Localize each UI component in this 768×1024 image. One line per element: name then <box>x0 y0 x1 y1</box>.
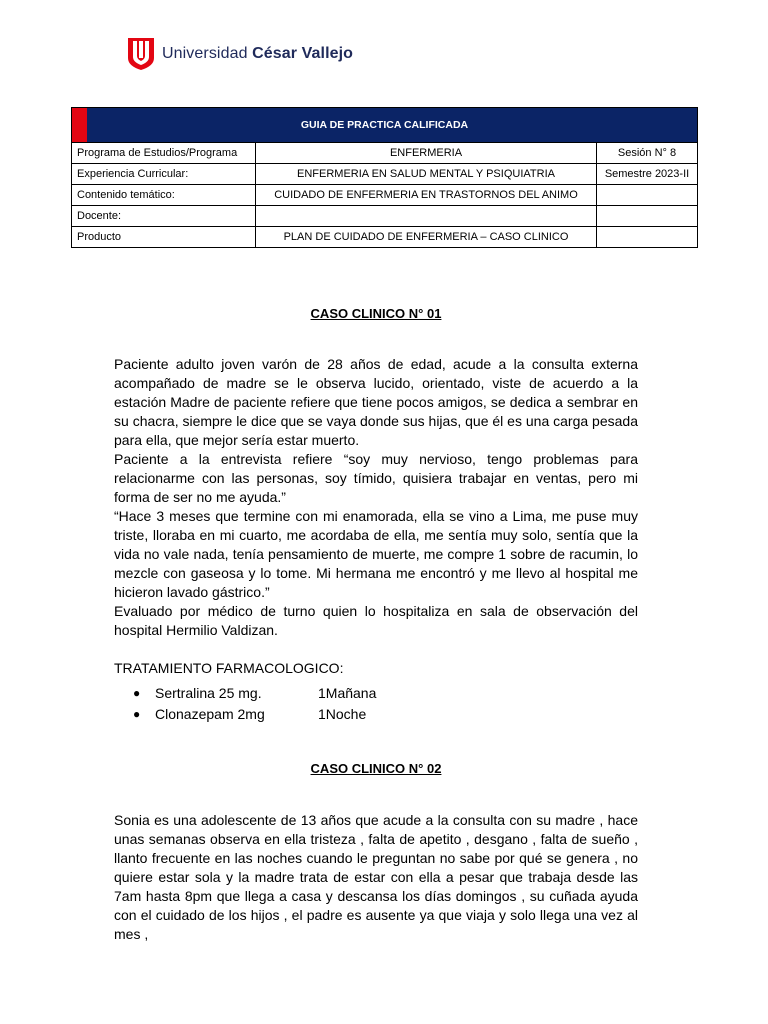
university-shield-icon <box>128 38 154 70</box>
table-title: GUIA DE PRACTICA CALIFICADA <box>72 108 698 143</box>
table-row <box>72 206 698 227</box>
row-extra <box>597 185 698 206</box>
university-logo <box>128 38 353 70</box>
document-body <box>114 304 638 944</box>
table-header-row <box>72 108 698 143</box>
case1-paragraph: “Hace 3 meses que termine con mi enamorada, ella se vino a Lima, me puse muy triste, lloraba en mi cuarto, me acordaba de ella, me sentía muy solo, sentía que la vida no vale nada, tenía pensamiento de muerte, me compre 1 sobre de racumin, lo mezcle con gaseosa y lo tome. Mi hermana me encontró y me llevo al hospital me hicieron lavado gástrico.” <box>114 508 638 600</box>
row-label: Producto <box>72 227 256 248</box>
row-value: ENFERMERIA <box>256 143 597 164</box>
case1-paragraph: Evaluado por médico de turno quien lo hospitaliza en sala de observación del hospital Hermilio Valdizan. <box>114 603 638 638</box>
red-accent-bar <box>72 108 87 142</box>
case1-paragraph: Paciente a la entrevista refiere “soy muy nervioso, tengo problemas para relacionarme con las personas, soy tímido, quisiera trabajar en ventas, pero mi forma de ser no me ayuda.” <box>114 451 638 505</box>
row-extra: Sesión N° 8 <box>597 143 698 164</box>
case1-title: CASO CLINICO N° 01 <box>310 306 442 321</box>
row-label: Docente: <box>72 206 256 227</box>
treatment-title: TRATAMIENTO FARMACOLOGICO: <box>114 660 344 676</box>
med-name: Clonazepam 2mg <box>155 706 265 722</box>
case1-paragraph: Paciente adulto joven varón de 28 años de edad, acude a la consulta externa acompañado de madre se le observa lucido, orientado, viste de acuerdo a la estación Madre de paciente refiere que tiene pocos amigos, se dedica a sembrar en su chacra, siempre le dice que se vaya donde sus hijas, que él es una carga pesada para ella, que mejor sería estar muerto. <box>114 356 638 448</box>
bullet-icon: ● <box>133 707 141 721</box>
university-name: Universidad César Vallejo <box>162 45 354 62</box>
list-item <box>114 704 638 725</box>
row-label: Programa de Estudios/Programa <box>72 143 256 164</box>
row-value: CUIDADO DE ENFERMERIA EN TRASTORNOS DEL ANIMO <box>256 185 597 206</box>
bullet-icon: ● <box>133 686 141 700</box>
row-extra <box>597 227 698 248</box>
row-label: Experiencia Curricular: <box>72 164 256 185</box>
table-row <box>72 164 698 185</box>
case2-paragraph: Sonia es una adolescente de 13 años que acude a la consulta con su madre , hace unas semanas observa en ella tristeza , falta de apetito , desgano , falta de sueño , llanto frecuente en las noches cuando le preguntan no sabe por qué se genera , no quiere estar sola y la madre trata de estar con ella a pesar que trabaja desde las 7am hasta 8pm que llega a casa y descansa los días domingos , su cuñada ayuda con el cuidado de los hijos , el padre es ausente ya que viaja y solo llega una vez al mes , <box>114 812 638 942</box>
med-name: Sertralina 25 mg. <box>155 685 262 701</box>
row-value <box>256 206 597 227</box>
course-info-table <box>71 107 698 248</box>
table-row <box>72 185 698 206</box>
case2-title: CASO CLINICO N° 02 <box>310 761 442 776</box>
row-label: Contenido temático: <box>72 185 256 206</box>
list-item <box>114 683 638 704</box>
row-value: ENFERMERIA EN SALUD MENTAL Y PSIQUIATRIA <box>256 164 597 185</box>
medication-list <box>114 683 638 725</box>
med-dose: 1Noche <box>318 706 367 722</box>
row-extra: Semestre 2023-II <box>597 164 698 185</box>
table-row <box>72 227 698 248</box>
med-dose: 1Mañana <box>318 685 377 701</box>
table-row <box>72 143 698 164</box>
row-extra <box>597 206 698 227</box>
row-value: PLAN DE CUIDADO DE ENFERMERIA – CASO CLINICO <box>256 227 597 248</box>
